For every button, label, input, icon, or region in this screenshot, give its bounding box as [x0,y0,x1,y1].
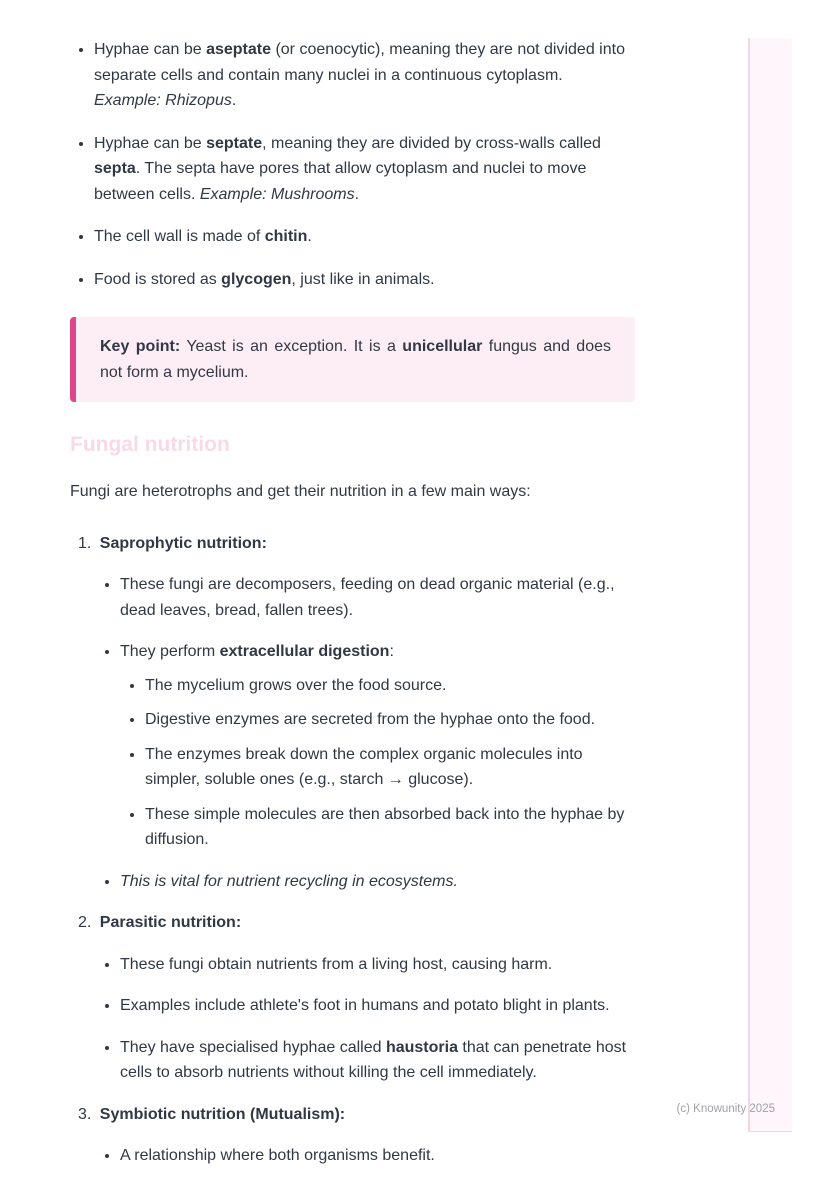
list-item [120,639,635,853]
nested-bullet-list [120,673,635,853]
section-title: Saprophytic nutrition: [99,534,267,552]
section-title-row [78,910,635,936]
list-item: • The enzymes break down the complex organic molecules into simpler, soluble ones (e.g., starch → glucose). [145,742,635,793]
list-item: • Hyphae can be septate, meaning they are divided by cross-walls called septa. The septa have pores that allow cytoplasm and nuclei to move between cells. Example: Mushrooms. [94,131,635,208]
section-title-row [78,1102,635,1128]
key-point-callout [70,317,635,402]
document-page-content [70,37,635,1185]
list-item: • The cell wall is made of chitin. [94,224,635,250]
section-bullet-list [70,572,635,894]
section-parasitic [70,910,635,1086]
list-item: • These fungi are decomposers, feeding on dead organic material (e.g., dead leaves, bread, fallen trees). [120,572,635,623]
list-item-text: They perform extracellular digestion: [120,643,394,660]
list-item: • These fungi obtain nutrients from a living host, causing harm. [120,952,635,978]
list-item: • Hyphae can be aseptate (or coenocytic), meaning they are not divided into separate cells and contain many nuclei in a continuous cytoplasm. Example: Rhizopus. [94,37,635,114]
list-item: • A relationship where both organisms benefit. [120,1143,635,1169]
section-symbiotic [70,1102,635,1169]
list-item: • Digestive enzymes are secreted from the hyphae onto the food. [145,707,635,733]
section-number: 1. [78,534,92,552]
list-item: • The mycelium grows over the food source. [145,673,635,699]
list-item: • Examples include athlete's foot in humans and potato blight in plants. [120,993,635,1019]
numbered-section-list [70,531,635,1169]
next-page-edge [748,38,792,1132]
section-title: Parasitic nutrition: [99,914,242,931]
footer-credit: (c) Knowunity 2025 [676,1103,775,1115]
section-bullet-list [70,952,635,1086]
section-saprophytic [70,531,635,895]
intro-paragraph: Fungi are heterotrophs and get their nutrition in a few main ways: [70,483,531,500]
section-number: 3. [78,1105,92,1123]
list-item: • These simple molecules are then absorbed back into the hyphae by diffusion. [145,802,635,853]
section-number: 2. [78,914,92,931]
key-point-text: Key point: Yeast is an exception. It is a unicellular fungus and does not form a mycelium. [100,338,611,381]
list-item: • Food is stored as glycogen, just like in animals. [94,267,635,293]
list-item: • They have specialised hyphae called haustoria that can penetrate host cells to absorb nutrients without killing the cell immediately. [120,1035,635,1086]
section-title: Symbiotic nutrition (Mutualism): [99,1105,346,1123]
list-item: • This is vital for nutrient recycling in ecosystems. [120,869,635,895]
page-heading: Fungal nutrition [70,433,230,456]
section-bullet-list [70,1143,635,1169]
section-title-row [78,531,635,557]
intro-bullet-list [70,37,635,292]
